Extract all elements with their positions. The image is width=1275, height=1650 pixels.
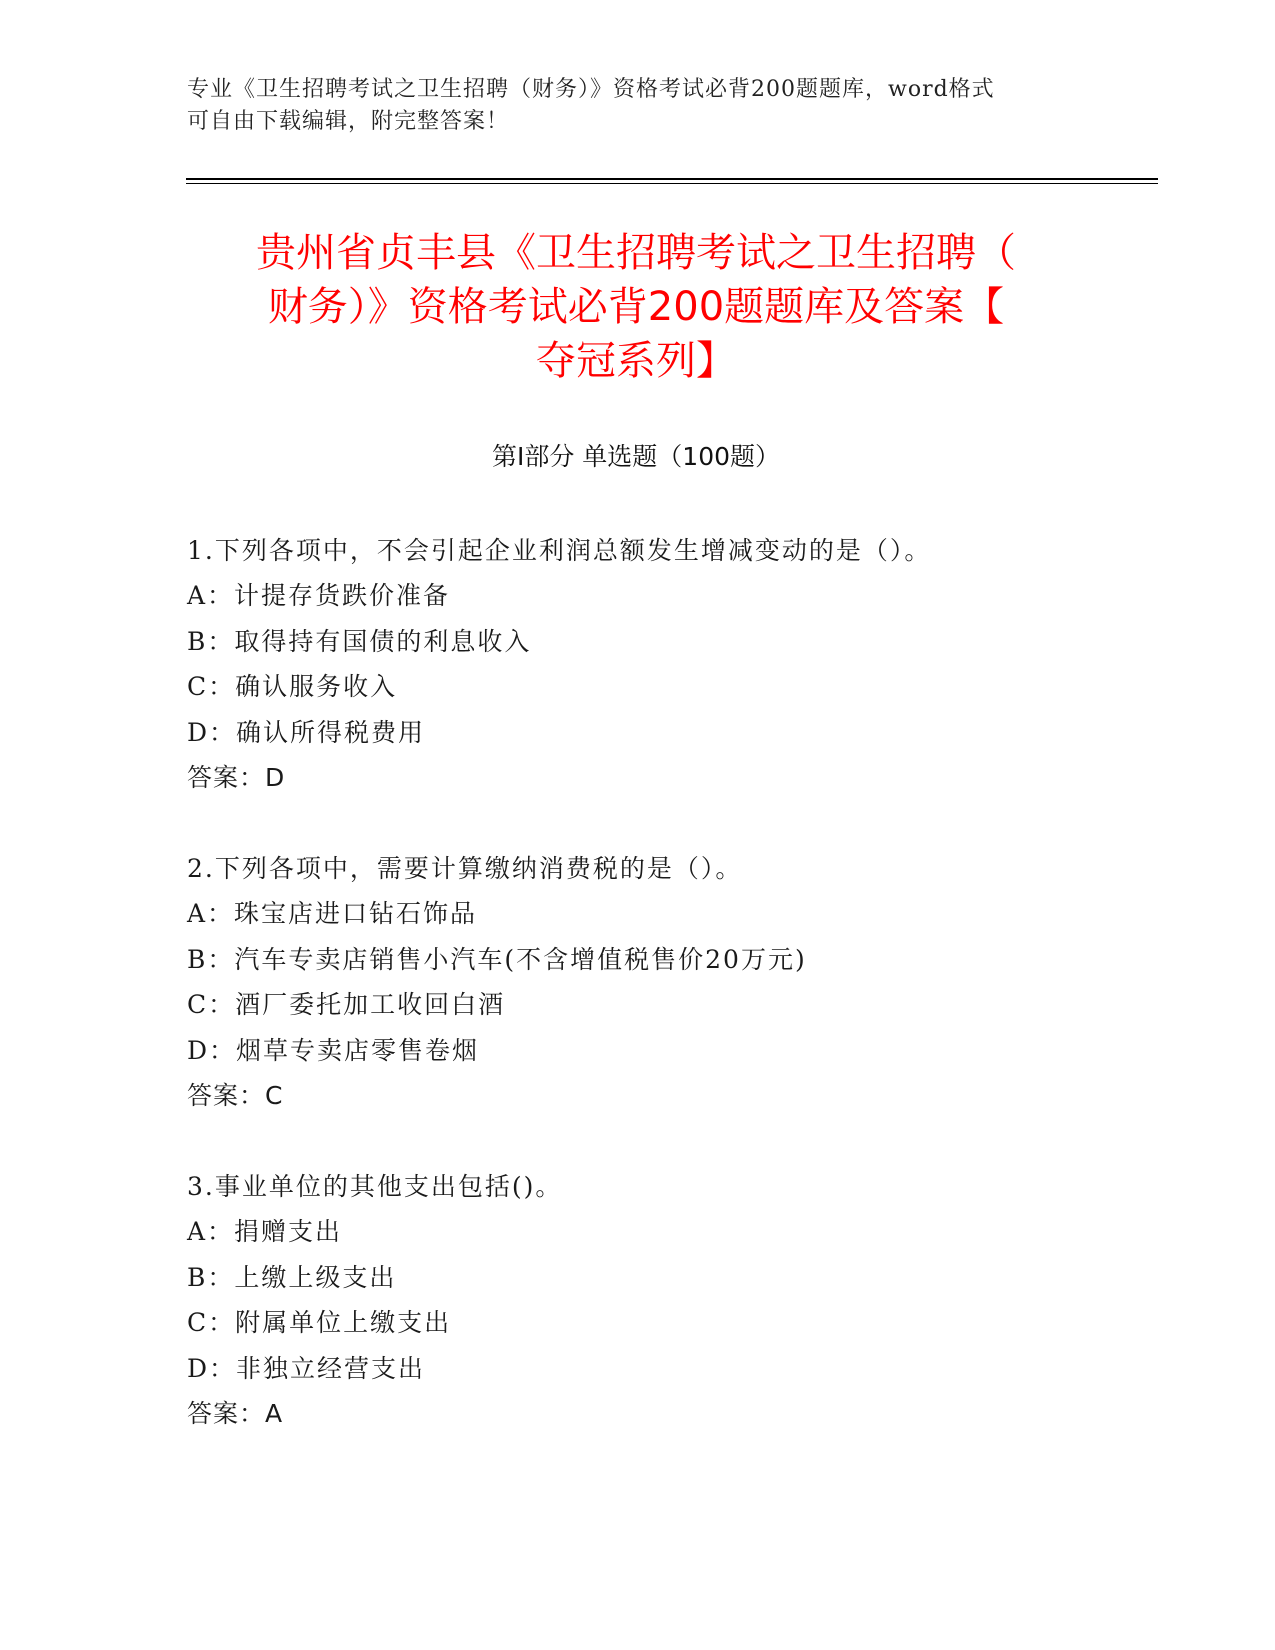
option-a: A：捐赠支出 bbox=[187, 1217, 343, 1247]
answer: 答案：A bbox=[187, 1398, 284, 1428]
question-stem: 2.下列各项中，需要计算缴纳消费税的是（）。 bbox=[187, 854, 743, 883]
option-c: C：附属单位上缴支出 bbox=[187, 1308, 452, 1338]
option-b: B：汽车专卖店销售小汽车(不含增值税售价20万元) bbox=[187, 944, 807, 974]
document-title-line-3: 夺冠系列】 bbox=[536, 338, 736, 384]
header-divider-thick bbox=[186, 178, 1158, 180]
question-2 bbox=[187, 846, 1137, 1118]
option-b: B：上缴上级支出 bbox=[187, 1262, 397, 1292]
option-d: D：确认所得税费用 bbox=[187, 717, 426, 747]
header-note bbox=[187, 74, 1067, 138]
document-title bbox=[186, 226, 1086, 388]
header-note-line-2: 可自由下载编辑，附完整答案！ bbox=[187, 109, 510, 134]
question-3 bbox=[187, 1164, 1137, 1436]
document-title-line-1: 贵州省贞丰县《卫生招聘考试之卫生招聘（ bbox=[256, 230, 1016, 276]
answer: 答案：D bbox=[187, 762, 286, 792]
answer: 答案：C bbox=[187, 1080, 284, 1110]
option-d: D：非独立经营支出 bbox=[187, 1353, 426, 1383]
option-c: C：酒厂委托加工收回白酒 bbox=[187, 990, 506, 1020]
option-a: A：计提存货跌价准备 bbox=[187, 581, 451, 611]
question-stem: 1.下列各项中，不会引起企业利润总额发生增减变动的是（）。 bbox=[187, 536, 932, 565]
document-title-line-2: 财务）》资格考试必背200题题库及答案【 bbox=[267, 284, 1005, 330]
question-1 bbox=[187, 528, 1137, 800]
header-note-line-1: 专业《卫生招聘考试之卫生招聘（财务）》资格考试必背200题题库，word格式 bbox=[187, 77, 995, 102]
option-c: C：确认服务收入 bbox=[187, 672, 398, 702]
option-d: D：烟草专卖店零售卷烟 bbox=[187, 1035, 480, 1065]
question-stem: 3.事业单位的其他支出包括()。 bbox=[187, 1172, 563, 1201]
option-a: A：珠宝店进口钻石饰品 bbox=[187, 899, 478, 929]
section-heading: 第Ⅰ部分 单选题（100题） bbox=[491, 442, 781, 471]
option-b: B：取得持有国债的利息收入 bbox=[187, 626, 532, 656]
header-divider-thin bbox=[186, 183, 1158, 184]
